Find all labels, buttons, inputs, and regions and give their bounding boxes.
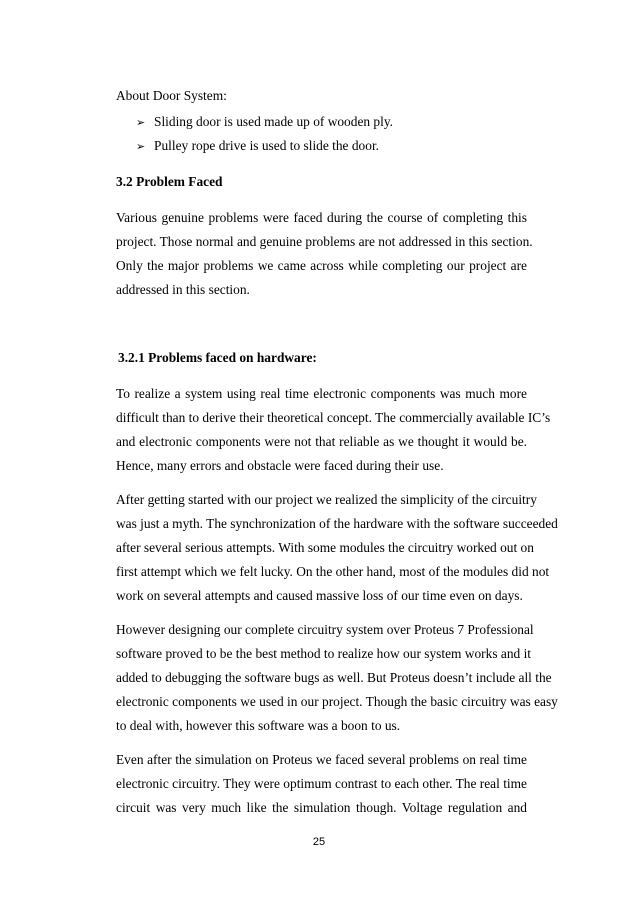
bullet-item [136,138,379,154]
paragraph-line: was just a myth. The synchronization of the hardware with the software succeeded [116,516,558,531]
paragraph-line: and electronic components were not that reliable as we thought it would be. [116,434,527,449]
paragraph-line: addressed in this section. [116,282,250,297]
paragraph-line: electronic components we used in our project. Though the basic circuitry was easy [116,694,558,709]
paragraph-line: after several serious attempts. With some modules the circuitry worked out on [116,540,534,555]
paragraph-line: to deal with, however this software was a boon to us. [116,718,401,733]
paragraph-line: Various genuine problems were faced during the course of completing this [116,210,527,225]
paragraph-line: project. Those normal and genuine problems are not addressed in this section. [116,234,533,249]
paragraph-line: work on several attempts and caused massive loss of our time even on days. [116,588,523,603]
document-page: About Door System: ➢ Sliding door is used made up of wooden ply. ➢ Pulley rope drive is used to slide the door. 3.2 Problem Faced Various genuine problems were faced during the course of completing this project. Those normal and genuine problems are not addressed in this section. Only the major problems we came across while completing our project are addressed in this section. 3.2.1 Problems faced on hardware: To realize a system using real time electronic components was much more difficult than to derive their theoretical concept. The commercially available IC’s and electronic components were not that reliable as we thought it would be. Hence, many errors and obstacle were faced during their use. After getting started with our project we realized the simplicity of the circuitry was just a myth. The synchronization of the hardware with the software succeeded after several serious attempts. With some modules the circuitry worked out on first attempt which we felt lucky. On the other hand, most of the modules did not work on several attempts and caused massive loss of our time even on days. However designing our complete circuitry system over Proteus 7 Professional software proved to be the best method to realize how our system works and it added to debugging the software bugs as well. But Proteus doesn’t include all the electronic components we used in our project. Though the basic circuitry was easy to deal with, however this software was a boon to us. Even after the simulation on Proteus we faced several problems on real time electronic circuitry. They were optimum contrast to each other. The real time circuit was very much like the simulation though. Voltage regulation and 25 [0,0,638,902]
paragraph-line: difficult than to derive their theoretical concept. The commercially available IC’s [116,410,551,425]
arrow-bullet-icon: ➢ [136,140,146,153]
paragraph-line: After getting started with our project we realized the simplicity of the circuitry [116,492,537,507]
bullet-item [136,114,393,130]
paragraph-line: circuit was very much like the simulation though. Voltage regulation and [116,800,527,815]
paragraph-line: However designing our complete circuitry system over Proteus 7 Professional [116,622,534,637]
paragraph-line: Hence, many errors and obstacle were faced during their use. [116,458,444,473]
paragraph-line: first attempt which we felt lucky. On the other hand, most of the modules did not [116,564,550,579]
paragraph-line: software proved to be the best method to realize how our system works and it [116,646,532,661]
paragraph-line: added to debugging the software bugs as well. But Proteus doesn’t include all the [116,670,552,685]
arrow-bullet-icon: ➢ [136,116,146,129]
paragraph-line: To realize a system using real time electronic components was much more [116,386,527,401]
bullet-text: Pulley rope drive is used to slide the door. [154,138,380,153]
paragraph-line: Only the major problems we came across while completing our project are [116,258,527,273]
paragraph-line: Even after the simulation on Proteus we faced several problems on real time [116,752,527,767]
page-number: 25 [312,836,326,848]
paragraph-line: electronic circuitry. They were optimum contrast to each other. The real time [116,776,527,791]
bullet-text: Sliding door is used made up of wooden ply. [154,114,394,129]
